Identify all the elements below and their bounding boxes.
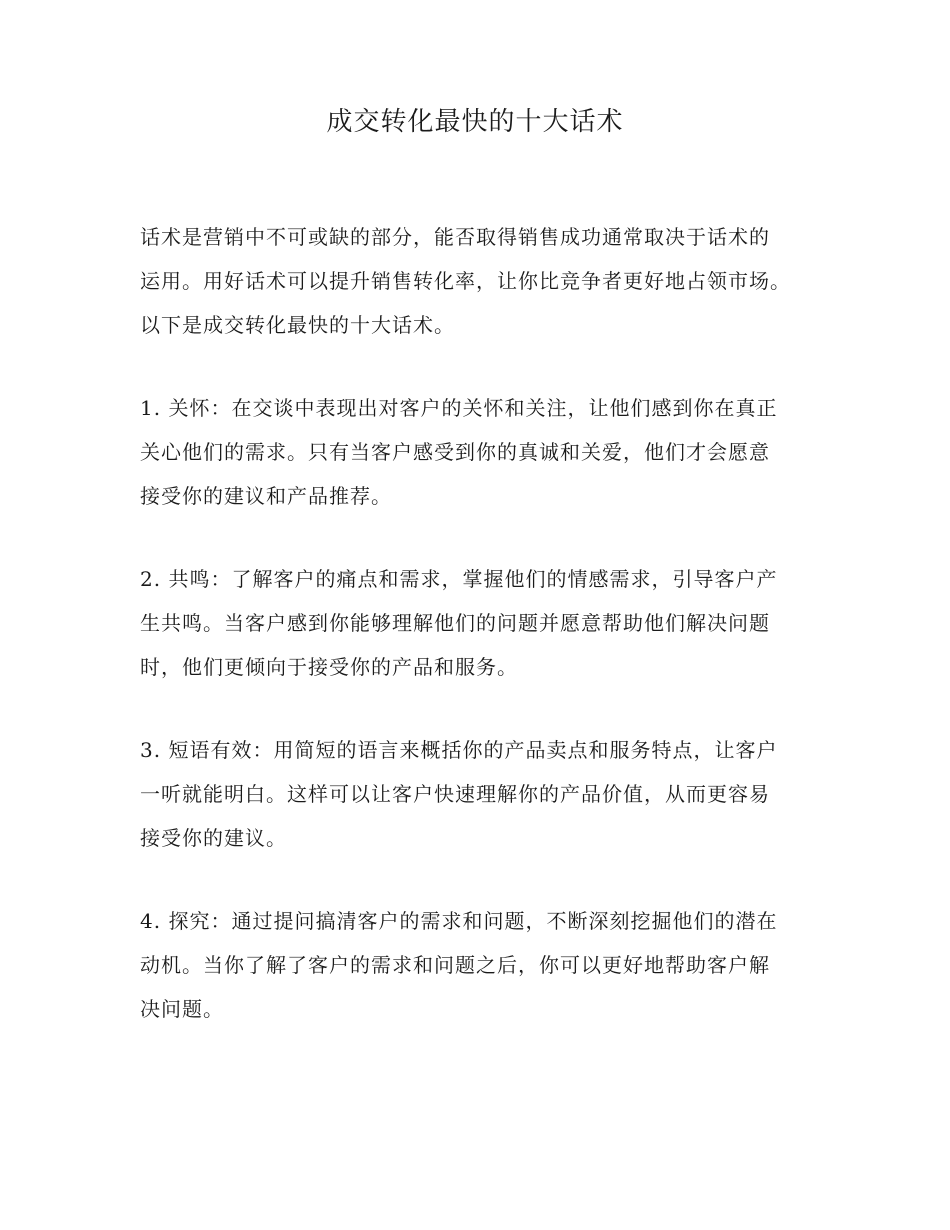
paragraph-line: 接受你的建议。: [140, 826, 287, 850]
paragraph-line: 决问题。: [140, 997, 224, 1021]
paragraph-line: 运用。用好话术可以提升销售转化率，让你比竞争者更好地占领市场。: [140, 269, 791, 293]
paragraph-line: 动机。当你了解了客户的需求和问题之后，你可以更好地帮助客户解: [140, 953, 770, 977]
paragraph-line: 4. 探究：通过提问搞清客户的需求和问题，不断深刻挖掘他们的潜在: [140, 909, 778, 933]
paragraph-line: 生共鸣。当客户感到你能够理解他们的问题并愿意帮助他们解决问题: [140, 611, 770, 635]
intro-paragraph: [140, 215, 840, 347]
paragraph-line: 关心他们的需求。只有当客户感受到你的真诚和关爱，他们才会愿意: [140, 440, 770, 464]
paragraph-line: 时，他们更倾向于接受你的产品和服务。: [140, 655, 518, 679]
paragraph-line: 2. 共鸣：了解客户的痛点和需求，掌握他们的情感需求，引导客户产: [140, 567, 778, 591]
paragraph-line: 以下是成交转化最快的十大话术。: [140, 313, 455, 337]
list-item-4: [140, 899, 840, 1031]
paragraph-line: 接受你的建议和产品推荐。: [140, 484, 392, 508]
list-item-2: [140, 557, 840, 689]
list-item-3: [140, 728, 840, 860]
document-title: 成交转化最快的十大话术: [326, 107, 624, 137]
paragraph-line: 1. 关怀：在交谈中表现出对客户的关怀和关注，让他们感到你在真正: [140, 396, 778, 420]
paragraph-line: 3. 短语有效：用简短的语言来概括你的产品卖点和服务特点，让客户: [140, 738, 778, 762]
paragraph-line: 话术是营销中不可或缺的部分，能否取得销售成功通常取决于话术的: [140, 225, 770, 249]
paragraph-line: 一听就能明白。这样可以让客户快速理解你的产品价值，从而更容易: [140, 782, 770, 806]
list-item-1: [140, 386, 840, 518]
